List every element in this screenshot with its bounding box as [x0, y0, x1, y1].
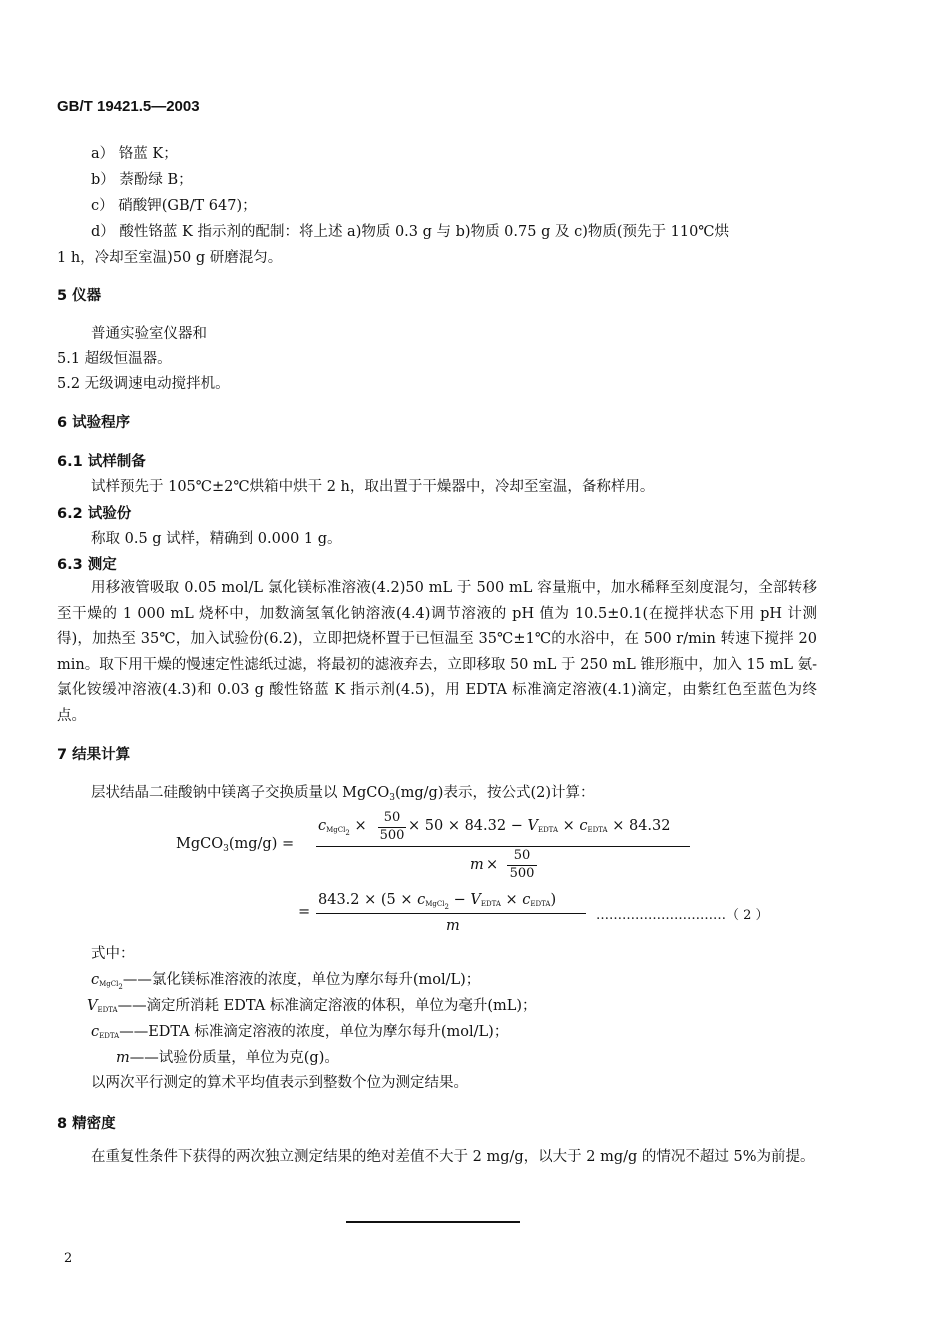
section-6-3-text: 用移液管吸取 0.05 mol/L 氯化镁标准溶液(4.2)50 mL 于 500 mL 容量瓶中，加水稀释至刻度混匀，全部转移至干燥的 1 000 mL 烧杯中，加数滴氢氧化钠溶液(4.4)调节溶液的 pH 值为 10.5±0.1(在搅拌状态下用 pH 计测得)，加热至 35℃，加入试验份(6.2)，立即把烧杯置于已恒温至 35℃±1℃的水浴中，在 500 r/min 转速下搅拌 20 min。取下用干燥的慢速定性滤纸过滤，将最初的滤液弃去，立即移取 50 mL 于 250 mL 锥形瓶中，加入 15 mL 氨-氯化铵缓冲溶液(4.3)和 0.03 g 酸性铬蓝 K 指示剂(4.5)，用 EDTA 标准滴定溶液(4.1)滴定，由紫红色至蓝色为终点。 — [57, 580, 817, 724]
formula-numerator-2: 843.2 × (5 × cMgCl$_2$ − VEDTA × cEDTA) — [318, 892, 557, 911]
section-5-intro: 普通实验室仪器和 — [91, 326, 207, 342]
result-note: 以两次平行测定的算术平均值表示到整数个位为测定结果。 — [91, 1075, 468, 1091]
section-8-text: 在重复性条件下获得的两次独立测定结果的绝对差值不大于 2 mg/g，以大于 2 mg/g 的情况不超过 5%为前提。 — [91, 1149, 815, 1165]
section-5-2: 5.2 无级调速电动搅拌机。 — [57, 376, 230, 392]
formula-denominator-2: m — [446, 918, 460, 934]
inner-frac-den-1: 500 — [379, 828, 405, 843]
definition-m: m——试验份质量，单位为克(g)。 — [116, 1050, 339, 1066]
formula-numerator-1-rest: × 50 × 84.32 − VEDTA × cEDTA × 84.32 — [408, 818, 671, 834]
where-label: 式中： — [91, 946, 135, 962]
section-5-1: 5.1 超级恒温器。 — [57, 351, 172, 367]
section-7-intro: 层状结晶二硅酸钠中镁离子交换质量以 MgCO$_3$(mg/g)表示，按公式(2)计算： — [91, 785, 595, 803]
inner-frac-num-2: 50 — [513, 848, 531, 863]
section-8-title: 8 精密度 — [57, 1116, 116, 1132]
section-6-1-text: 试样预先于 105℃±2℃烘箱中烘干 2 h，取出置于干燥器中，冷却至室温，备称样用。 — [91, 479, 655, 495]
reagent-b: b） 萘酚绿 B； — [91, 172, 193, 188]
reagent-a: a） 铬蓝 K； — [91, 146, 178, 162]
end-rule — [346, 1221, 520, 1223]
main-fraction-bar-2 — [316, 913, 586, 914]
reagent-c: c） 硝酸钾(GB/T 647)； — [91, 198, 257, 214]
definition-v-edta: VEDTA——滴定所消耗 EDTA 标准滴定溶液的体积，单位为毫升(mL)； — [87, 998, 537, 1014]
section-5-title: 5 仪器 — [57, 288, 102, 304]
formula-numerator-1: cMgCl$_2$ × — [318, 818, 367, 837]
inner-frac-den-2: 500 — [509, 866, 535, 881]
reagent-d-line2: 1 h，冷却至室温)50 g 研磨混匀。 — [57, 250, 283, 266]
page-number: 2 — [64, 1251, 73, 1266]
formula-equals-2: = — [298, 904, 311, 920]
definition-c-edta: cEDTA——EDTA 标准滴定溶液的浓度，单位为摩尔每升(mol/L)； — [91, 1024, 509, 1040]
section-7-title: 7 结果计算 — [57, 747, 131, 763]
section-6-2-title: 6.2 试验份 — [57, 506, 132, 522]
formula-lhs: MgCO$_3$(mg/g) = — [176, 836, 295, 854]
section-6-2-text: 称取 0.5 g 试样，精确到 0.000 1 g。 — [91, 531, 342, 547]
reagent-d-line1: d） 酸性铬蓝 K 指示剂的配制：将上述 a)物质 0.3 g 与 b)物质 0.75 g 及 c)物质(预先于 110℃烘 — [91, 224, 730, 240]
section-6-1-title: 6.1 试样制备 — [57, 454, 146, 470]
standard-id: GB/T 19421.5—2003 — [57, 98, 200, 115]
main-fraction-bar-1 — [316, 846, 690, 847]
definition-c-mgcl2: cMgCl$_2$——氯化镁标准溶液的浓度，单位为摩尔每升(mol/L)； — [91, 972, 481, 991]
formula-denominator-times: × — [486, 857, 499, 873]
formula-denominator-m: m — [470, 857, 484, 873]
section-6-title: 6 试验程序 — [57, 415, 131, 431]
section-6-3-title: 6.3 测定 — [57, 557, 117, 573]
inner-frac-num-1: 50 — [383, 810, 401, 825]
equation-label: …………………………（ 2 ） — [596, 908, 769, 923]
